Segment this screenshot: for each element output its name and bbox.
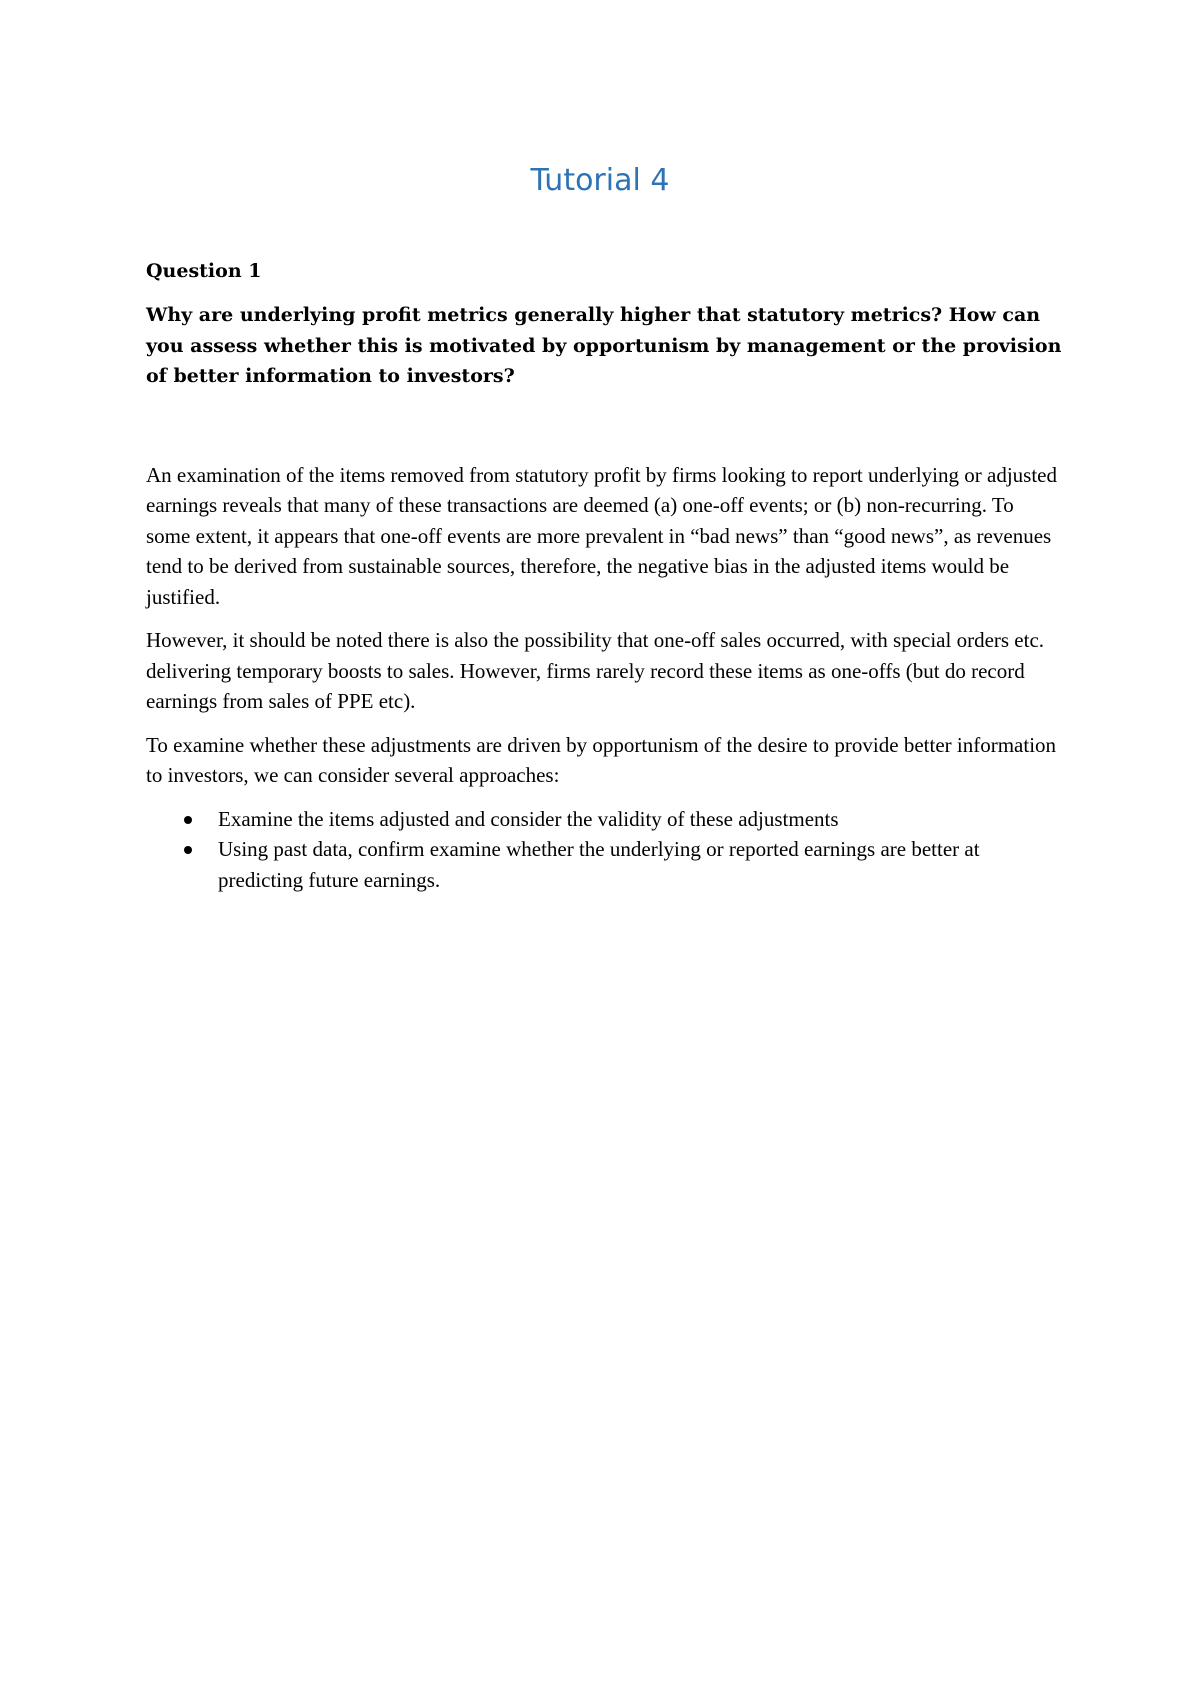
bullet-icon bbox=[184, 816, 192, 824]
list-item-text: Using past data, confirm examine whether the underlying or reported earnings are better at predicting future earnings. bbox=[218, 837, 980, 892]
list-item bbox=[146, 834, 1058, 895]
approaches-list bbox=[146, 804, 1076, 896]
list-item-text: Examine the items adjusted and consider the validity of these adjustments bbox=[218, 806, 839, 831]
document-title: Tutorial 4 bbox=[530, 163, 670, 198]
answer-paragraph-2: However, it should be noted there is also the possibility that one-off sales occurred, with special orders etc. delivering temporary boosts to sales. However, firms rarely record these items as one-offs (but do record earnings from sales of PPE etc). bbox=[146, 628, 1045, 713]
list-item bbox=[146, 804, 1058, 835]
question-label: Question 1 bbox=[146, 260, 262, 282]
question-text: Why are underlying profit metrics generally higher that statutory metrics? How can you assess whether this is motivated by opportunism by management or the provision of better information to investors? bbox=[146, 304, 1062, 387]
document-body bbox=[146, 256, 1076, 895]
answer-paragraph-1: An examination of the items removed from statutory profit by firms looking to report underlying or adjusted earnings reveals that many of these transactions are deemed (a) one-off events; or (b) non-recurring. To some extent, it appears that one-off events are more prevalent in “bad news” than “good news”, as revenues tend to be derived from sustainable sources, therefore, the negative bias in the adjusted items would be justified. bbox=[146, 462, 1057, 609]
answer-paragraph-3: To examine whether these adjustments are driven by opportunism of the desire to provide better information to investors, we can consider several approaches: bbox=[146, 732, 1057, 787]
bullet-icon bbox=[184, 846, 192, 854]
